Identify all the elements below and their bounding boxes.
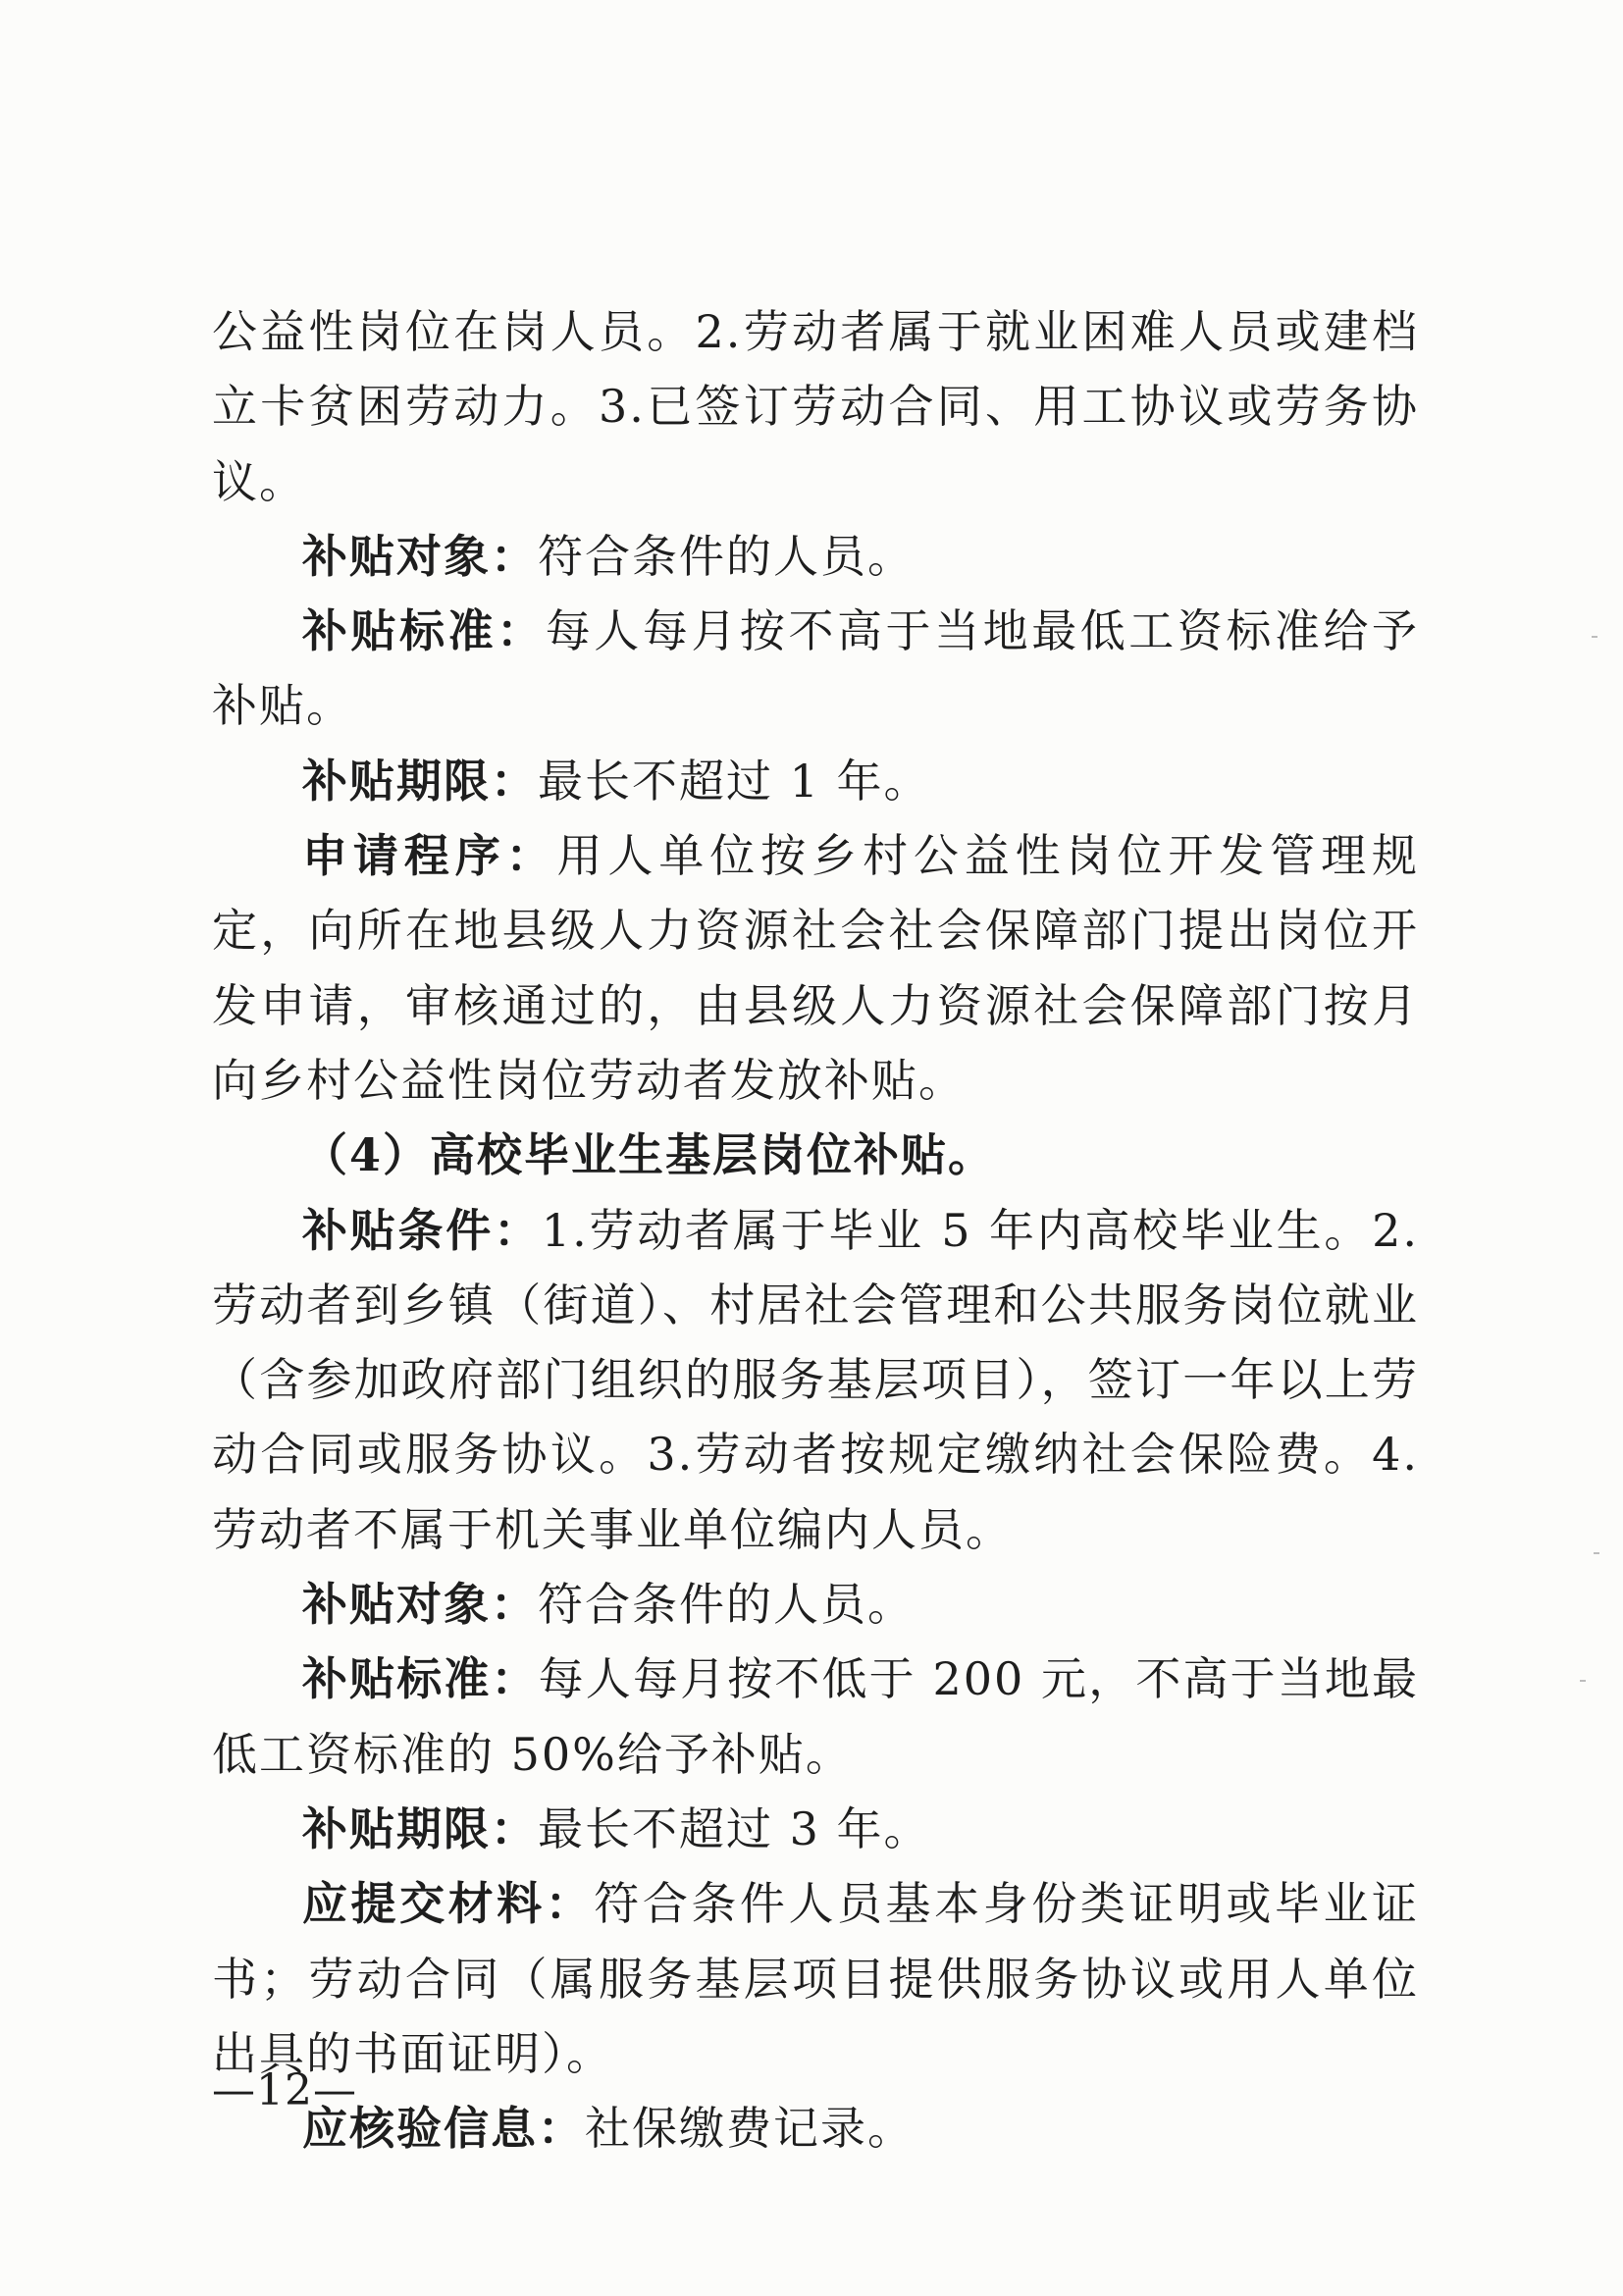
paragraph-application-procedure — [212, 818, 1419, 1118]
field-label: 补贴条件： — [302, 1203, 542, 1257]
paragraph-subsidy-period — [212, 744, 1419, 818]
field-label: 申请程序： — [302, 829, 557, 883]
field-label: 应核验信息： — [302, 2102, 585, 2156]
paragraph-subsidy-target — [212, 519, 1419, 594]
field-text: 符合条件人员基本身份类证明或毕业证书；劳动合同（属服务基层项目提供服务协议或用人单位出具的书面证明）。 — [212, 1877, 1420, 2080]
section-heading: （4）高校毕业生基层岗位补贴。 — [302, 1128, 996, 1182]
field-label: 补贴期限： — [302, 1801, 538, 1855]
field-text: 每人每月按不低于 200 元，不高于当地最低工资标准的 50%给予补贴。 — [212, 1652, 1419, 1781]
field-label: 补贴对象： — [302, 529, 538, 583]
field-label: 补贴期限： — [302, 754, 538, 808]
paragraph-continuation — [212, 294, 1419, 519]
field-text: 社保缴费记录。 — [585, 2102, 915, 2156]
field-text: 最长不超过 3 年。 — [538, 1801, 931, 1855]
paragraph-subsidy-standard — [212, 594, 1419, 744]
page-number: —12— — [212, 2065, 357, 2115]
field-label: 补贴标准： — [302, 1652, 539, 1706]
field-text: 最长不超过 1 年。 — [538, 754, 931, 808]
field-text: 1.劳动者属于毕业 5 年内高校毕业生。2.劳动者到乡镇（街道）、村居社会管理和公共服务岗位就业（含参加政府部门组织的服务基层项目），签订一年以上劳动合同或服务协议。3.劳动者按规定缴纳社会保险费。4. 劳动者不属于机关事业单位编内人员。 — [212, 1203, 1420, 1556]
paragraph-subsidy-conditions — [212, 1193, 1419, 1567]
scan-speck — [1594, 1552, 1599, 1554]
field-label: 补贴标准： — [302, 604, 546, 658]
paragraph-required-materials — [212, 1866, 1419, 2091]
scan-speck — [1592, 636, 1597, 638]
body-text — [212, 294, 1419, 2166]
scan-speck — [1580, 1680, 1586, 1682]
field-label: 应提交材料： — [302, 1877, 595, 1931]
paragraph-text: 公益性岗位在岗人员。2.劳动者属于就业困难人员或建档立卡贫困劳动力。3.已签订劳动合同、用工协议或劳务协议。 — [212, 305, 1419, 508]
field-text: 每人每月按不高于当地最低工资标准给予补贴。 — [212, 604, 1420, 733]
paragraph-subsidy-standard — [212, 1642, 1419, 1792]
field-text: 符合条件的人员。 — [538, 1578, 915, 1632]
field-label: 补贴对象： — [302, 1578, 538, 1632]
field-text: 用人单位按乡村公益性岗位开发管理规定，向所在地县级人力资源社会社会保障部门提出岗位开发申请，审核通过的，由县级人力资源社会保障部门按月向乡村公益性岗位劳动者发放补贴。 — [212, 829, 1420, 1107]
paragraph-subsidy-period — [212, 1792, 1419, 1866]
paragraph-subsidy-target — [212, 1567, 1419, 1642]
paragraph-verification-info — [212, 2091, 1419, 2166]
field-text: 符合条件的人员。 — [538, 529, 915, 583]
